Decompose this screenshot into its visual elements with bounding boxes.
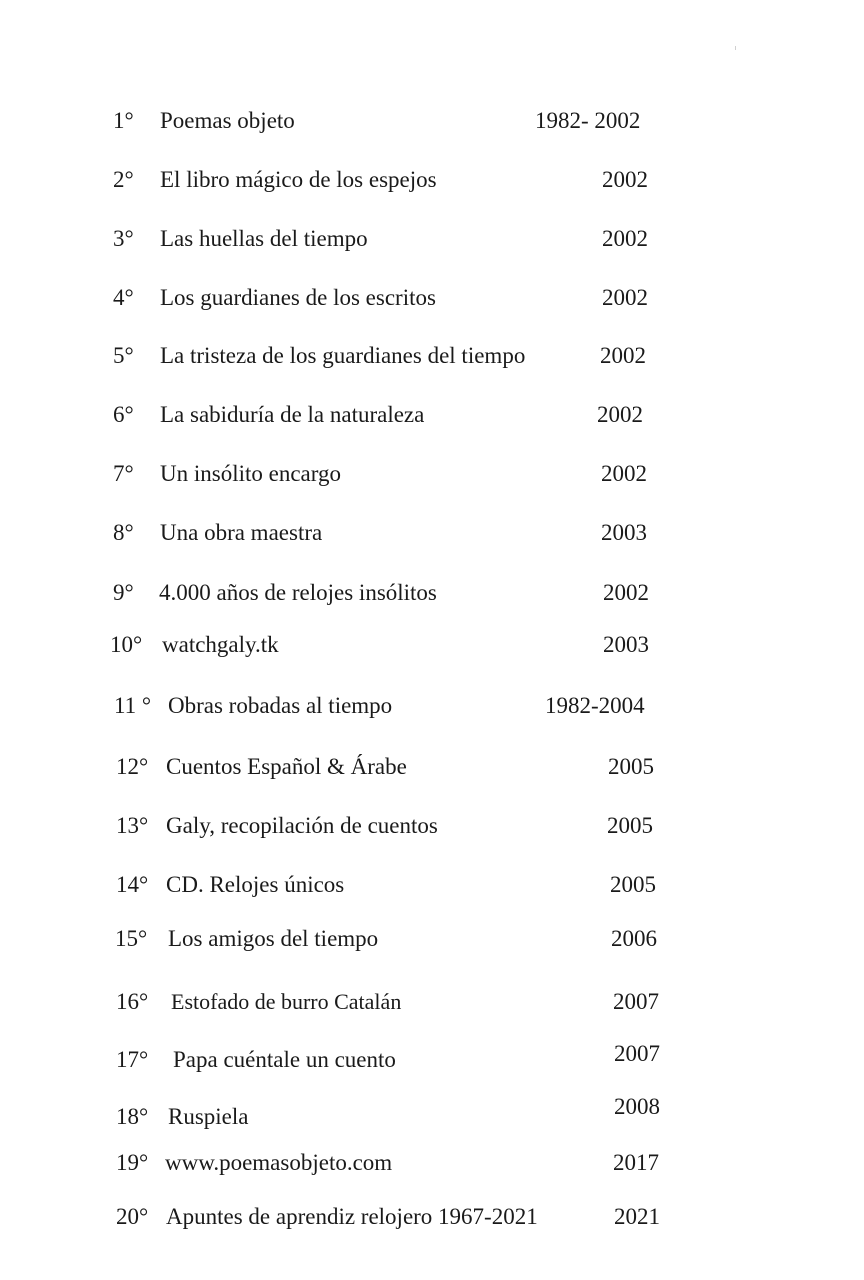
item-number: 7° (113, 461, 134, 486)
item-title: Obras robadas al tiempo (168, 693, 393, 718)
item-title: La sabiduría de la naturaleza (160, 402, 425, 427)
item-year: 2002 (603, 580, 649, 605)
item-year: 1982- 2002 (535, 108, 641, 133)
item-year: 2007 (613, 989, 659, 1014)
list-item (0, 459, 864, 499)
item-title: Estofado de burro Catalán (171, 989, 402, 1014)
item-number: 20° (116, 1204, 149, 1229)
list-item (0, 811, 864, 851)
item-title: Los amigos del tiempo (168, 926, 379, 951)
item-number: 18° (116, 1104, 149, 1129)
item-number: 1° (113, 108, 134, 133)
item-title: Una obra maestra (160, 520, 323, 545)
item-year: 2006 (611, 926, 657, 951)
item-year: 2003 (601, 520, 647, 545)
item-year: 2003 (603, 632, 649, 657)
item-number: 8° (113, 520, 134, 545)
item-year: 2007 (614, 1041, 660, 1066)
list-item (0, 987, 864, 1027)
item-number: 5° (113, 343, 134, 368)
item-number: 2° (113, 167, 134, 192)
list-item (0, 1094, 864, 1142)
item-year: 2002 (602, 226, 648, 251)
item-number: 12° (116, 754, 149, 779)
item-number: 15° (115, 926, 148, 951)
list-item (0, 924, 864, 964)
item-title: El libro mágico de los espejos (160, 167, 437, 192)
item-title: CD. Relojes únicos (166, 872, 345, 897)
item-year: 2002 (602, 167, 648, 192)
item-title: Un insólito encargo (160, 461, 341, 486)
item-title: www.poemasobjeto.com (165, 1150, 393, 1175)
list-item (0, 691, 864, 731)
list-item (0, 224, 864, 264)
scan-mark (735, 46, 736, 50)
item-number: 16° (116, 989, 149, 1014)
item-title: Los guardianes de los escritos (160, 285, 436, 310)
item-number: 17° (116, 1047, 149, 1072)
list-item (0, 518, 864, 558)
item-title: Las huellas del tiempo (160, 226, 368, 251)
item-year: 2017 (613, 1150, 659, 1175)
item-year: 2005 (607, 813, 653, 838)
list-item (0, 1148, 864, 1188)
item-number: 14° (116, 872, 149, 897)
item-year: 2005 (608, 754, 654, 779)
list-item (0, 578, 864, 618)
item-number: 3° (113, 226, 134, 251)
item-title: La tristeza de los guardianes del tiempo (160, 343, 526, 368)
item-title: Ruspiela (168, 1104, 249, 1129)
list-item (0, 870, 864, 910)
item-year: 2021 (614, 1204, 660, 1229)
list-item (0, 752, 864, 792)
item-title: Papa cuéntale un cuento (173, 1047, 396, 1072)
item-number: 11 ° (114, 693, 152, 718)
item-number: 13° (116, 813, 149, 838)
list-item (0, 400, 864, 440)
item-number: 19° (116, 1150, 149, 1175)
list-item (0, 165, 864, 205)
item-number: 6° (113, 402, 134, 427)
item-title: Cuentos Español & Árabe (166, 754, 407, 779)
list-item (0, 1202, 864, 1242)
item-number: 10° (110, 632, 143, 657)
item-year: 2002 (602, 285, 648, 310)
list-item (0, 341, 864, 381)
item-number: 4° (113, 285, 134, 310)
item-year: 2002 (601, 461, 647, 486)
item-title: Apuntes de aprendiz relojero 1967-2021 (166, 1204, 538, 1229)
item-year: 1982-2004 (545, 693, 645, 718)
list-item (0, 630, 864, 670)
item-year: 2002 (600, 343, 646, 368)
list-item (0, 283, 864, 323)
item-number: 9° (113, 580, 134, 605)
item-year: 2005 (610, 872, 656, 897)
item-title: Poemas objeto (160, 108, 295, 133)
item-title: watchgaly.tk (162, 632, 279, 657)
list-item (0, 1041, 864, 1085)
item-year: 2002 (597, 402, 643, 427)
item-title: 4.000 años de relojes insólitos (159, 580, 437, 605)
list-item (0, 106, 864, 146)
item-year: 2008 (614, 1094, 660, 1119)
item-title: Galy, recopilación de cuentos (166, 813, 438, 838)
